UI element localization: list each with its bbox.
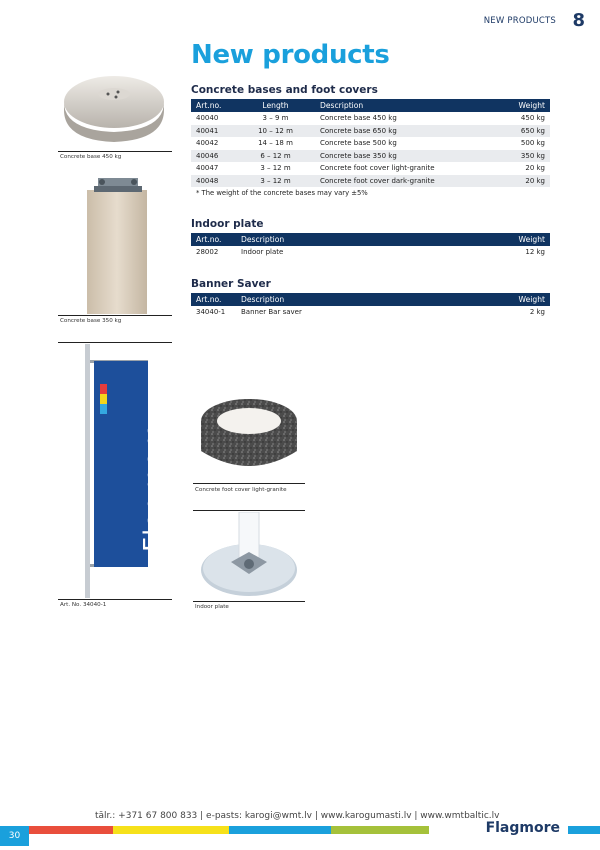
cell-length: 3 – 12 m bbox=[260, 164, 291, 173]
cell-description: Concrete foot cover dark-granite bbox=[315, 175, 497, 188]
cell-weight: 20 kg bbox=[497, 175, 550, 188]
weight-note: * The weight of the concrete bases may vary ±5% bbox=[196, 189, 368, 197]
foot-cover-image bbox=[193, 391, 305, 481]
indoor-plate-image bbox=[193, 512, 305, 600]
cell-length: 6 – 12 m bbox=[236, 150, 315, 163]
col-description: Description bbox=[315, 99, 497, 112]
cell-description: Concrete base 450 kg bbox=[320, 114, 397, 123]
caption-rule bbox=[58, 342, 172, 343]
indoor-section-title: Indoor plate bbox=[191, 218, 264, 230]
table-row bbox=[191, 162, 550, 175]
col-weight: Weight bbox=[422, 233, 550, 246]
cell-length: 3 – 9 m bbox=[262, 114, 289, 123]
cell-art: 40048 bbox=[191, 175, 236, 188]
banner-brand-text: Flagmore bbox=[139, 422, 169, 552]
cell-weight: 12 kg bbox=[525, 248, 545, 257]
footer-bar-green bbox=[331, 826, 429, 834]
caption-rule bbox=[58, 599, 172, 600]
cell-weight: 20 kg bbox=[525, 164, 545, 173]
chapter-number: 8 bbox=[572, 10, 585, 31]
cell-weight: 2 kg bbox=[529, 308, 545, 317]
table-row bbox=[191, 137, 550, 150]
cell-weight: 650 kg bbox=[497, 125, 550, 138]
cell-weight: 500 kg bbox=[520, 139, 545, 148]
banner-section-title: Banner Saver bbox=[191, 278, 271, 290]
cell-description: Indoor plate bbox=[241, 248, 284, 257]
concrete-section-title: Concrete bases and foot covers bbox=[191, 84, 378, 96]
col-art: Art.no. bbox=[191, 293, 236, 306]
footer-bar-yellow bbox=[113, 826, 229, 834]
caption-rule bbox=[58, 151, 172, 152]
concrete-base-450-image bbox=[58, 70, 170, 150]
cell-description: Concrete base 500 kg bbox=[320, 139, 397, 148]
caption-rule bbox=[193, 510, 305, 511]
indoor-table bbox=[191, 233, 550, 259]
caption-base-450: Concrete base 450 kg bbox=[60, 154, 122, 160]
table-row bbox=[191, 306, 550, 319]
flagmore-logo: Flagmore bbox=[485, 820, 560, 836]
table-row bbox=[191, 175, 550, 188]
concrete-base-350-image bbox=[58, 172, 172, 314]
caption-banner: Art. No. 34040-1 bbox=[60, 602, 107, 608]
cell-length: 14 – 18 m bbox=[258, 139, 293, 148]
cell-description: Concrete base 650 kg bbox=[315, 125, 497, 138]
col-description: Description bbox=[236, 233, 422, 246]
cell-art: 40046 bbox=[191, 150, 236, 163]
cell-weight: 350 kg bbox=[497, 150, 550, 163]
col-art: Art.no. bbox=[191, 233, 236, 246]
banner-pole-image bbox=[58, 344, 172, 598]
col-weight: Weight bbox=[497, 99, 550, 112]
col-weight: Weight bbox=[443, 293, 550, 306]
page-number: 30 bbox=[0, 826, 29, 846]
page-title: New products bbox=[191, 40, 390, 70]
col-length: Length bbox=[236, 99, 315, 112]
footer-contact: tālr.: +371 67 800 833 | e-pasts: karogi@wmt.lv | www.karogumasti.lv | www.wmtbaltic.lv bbox=[95, 811, 500, 821]
col-art: Art.no. bbox=[191, 99, 236, 112]
table-row bbox=[191, 150, 550, 163]
cell-length: 3 – 12 m bbox=[236, 175, 315, 188]
col-description: Description bbox=[236, 293, 443, 306]
table-row bbox=[191, 112, 550, 125]
cell-art: 28002 bbox=[196, 248, 219, 257]
table-row bbox=[191, 125, 550, 138]
cell-description: Concrete base 350 kg bbox=[315, 150, 497, 163]
footer-bar-blue bbox=[229, 826, 331, 834]
cell-length: 10 – 12 m bbox=[236, 125, 315, 138]
cell-art: 34040-1 bbox=[196, 308, 226, 317]
banner-table bbox=[191, 293, 550, 319]
cell-art: 40047 bbox=[196, 164, 219, 173]
cell-weight: 450 kg bbox=[520, 114, 545, 123]
cell-art: 40040 bbox=[196, 114, 219, 123]
footer-bar-red bbox=[29, 826, 113, 834]
caption-rule bbox=[58, 315, 172, 316]
section-label: NEW PRODUCTS bbox=[483, 16, 556, 26]
caption-rule bbox=[193, 483, 305, 484]
caption-base-350: Concrete base 350 kg bbox=[60, 318, 122, 324]
cell-description: Banner Bar saver bbox=[241, 308, 302, 317]
cell-art: 40042 bbox=[196, 139, 219, 148]
table-row bbox=[191, 246, 550, 259]
caption-indoor-plate: Indoor plate bbox=[195, 604, 229, 610]
cell-description: Concrete foot cover light-granite bbox=[320, 164, 435, 173]
table-header-row bbox=[191, 293, 550, 306]
cell-art: 40041 bbox=[191, 125, 236, 138]
caption-foot-cover: Concrete foot cover light-granite bbox=[195, 487, 287, 493]
concrete-table bbox=[191, 99, 550, 187]
caption-rule bbox=[193, 601, 305, 602]
table-header-row bbox=[191, 233, 550, 246]
table-header-row bbox=[191, 99, 550, 112]
footer-bar-blue-right bbox=[568, 826, 600, 834]
